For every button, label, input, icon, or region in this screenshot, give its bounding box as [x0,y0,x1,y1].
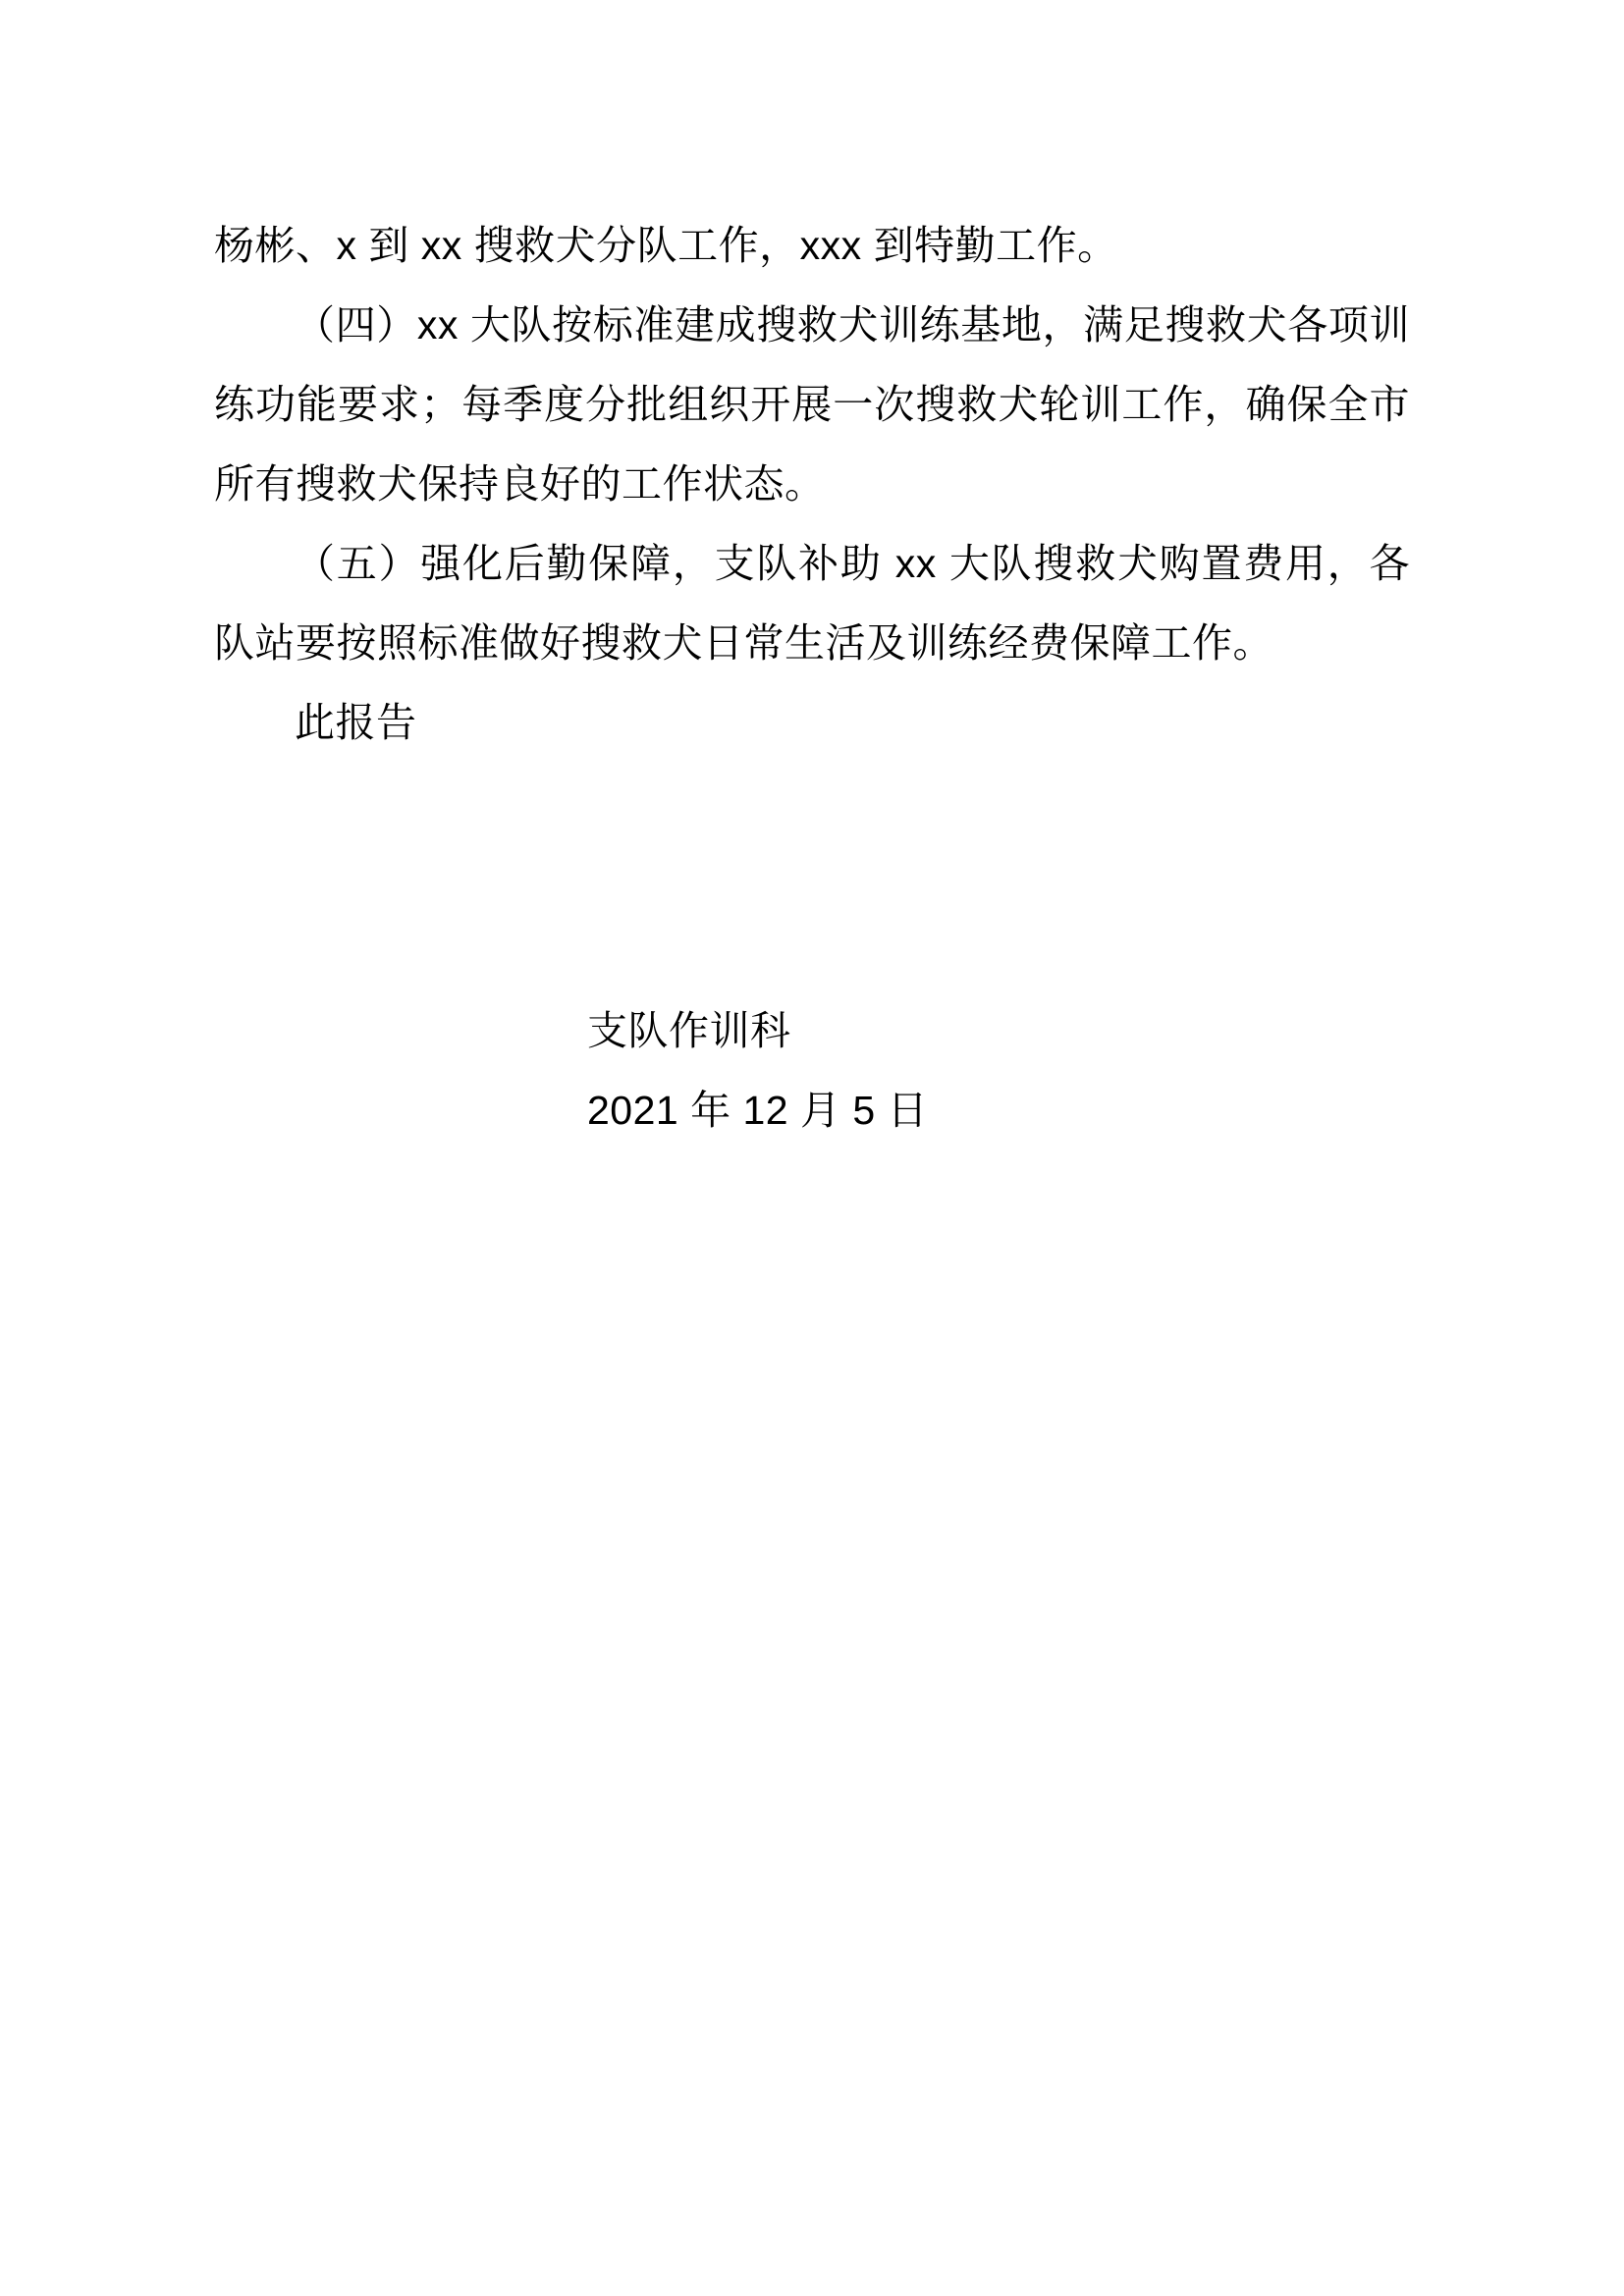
paragraph-item-four: （四）xx 大队按标准建成搜救犬训练基地，满足搜救犬各项训练功能要求；每季度分批组织开展一次搜救犬轮训工作，确保全市所有搜救犬保持良好的工作状态。 [214,302,1410,507]
signature-date: 2021 年 12 月 5 日 [587,1088,929,1133]
signature-department: 支队作训科 [587,1008,791,1053]
paragraph-closing: 此报告 [295,700,417,745]
paragraph-item-five: （五）强化后勤保障，支队补助 xx 大队搜救犬购置费用，各队站要按照标准做好搜救犬日常生活及训练经费保障工作。 [214,541,1410,666]
paragraph-continuation: 杨彬、x 到 xx 搜救犬分队工作，xxx 到特勤工作。 [214,223,1118,268]
document-body [214,206,1410,763]
signature-block [214,991,1410,1150]
